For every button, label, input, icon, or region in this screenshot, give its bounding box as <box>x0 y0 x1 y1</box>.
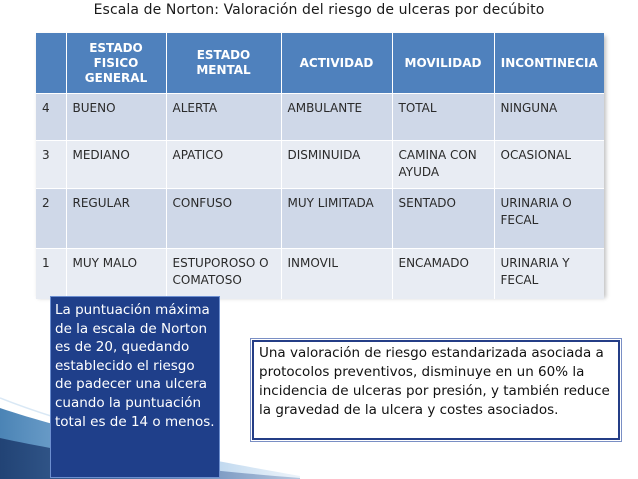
table-row <box>36 94 604 141</box>
table-header-row <box>36 33 604 94</box>
header-actividad: ACTIVIDAD <box>281 33 392 94</box>
cell-estado-mental: APATICO <box>166 141 281 189</box>
cell-incontinencia: OCASIONAL <box>494 141 604 189</box>
cell-movilidad: TOTAL <box>392 94 494 141</box>
header-estado-mental: ESTADO MENTAL <box>166 33 281 94</box>
cell-estado-mental: CONFUSO <box>166 189 281 249</box>
header-estado-fisico: ESTADO FISICO GENERAL <box>66 33 166 94</box>
cell-score: 4 <box>36 94 66 141</box>
header-movilidad: MOVILIDAD <box>392 33 494 94</box>
cell-estado-mental: ALERTA <box>166 94 281 141</box>
note-prevention-text: Una valoración de riesgo estandarizada asociada a protocolos preventivos, disminuye en un 60% la incidencia de ulceras por presión, y también reduce la gravedad de la ulcera y costes asociados. <box>259 345 610 418</box>
cell-movilidad: CAMINA CON AYUDA <box>392 141 494 189</box>
header-incontinencia: INCONTINECIA <box>494 33 604 94</box>
norton-table-container <box>36 33 604 295</box>
table-row <box>36 189 604 249</box>
table-row <box>36 249 604 299</box>
cell-actividad: INMOVIL <box>281 249 392 299</box>
cell-actividad: AMBULANTE <box>281 94 392 141</box>
cell-score: 2 <box>36 189 66 249</box>
cell-score: 1 <box>36 249 66 299</box>
cell-score: 3 <box>36 141 66 189</box>
norton-scale-table <box>36 33 604 299</box>
note-prevention <box>252 340 620 440</box>
cell-movilidad: SENTADO <box>392 189 494 249</box>
slide-title: Escala de Norton: Valoración del riesgo de ulceras por decúbito <box>93 2 545 18</box>
cell-estado-fisico: MUY MALO <box>66 249 166 299</box>
cell-movilidad: ENCAMADO <box>392 249 494 299</box>
cell-estado-fisico: BUENO <box>66 94 166 141</box>
table-row <box>36 141 604 189</box>
header-score <box>36 33 66 94</box>
cell-incontinencia: URINARIA O FECAL <box>494 189 604 249</box>
note-max-score <box>50 296 220 478</box>
cell-incontinencia: URINARIA Y FECAL <box>494 249 604 299</box>
cell-actividad: DISMINUIDA <box>281 141 392 189</box>
cell-estado-fisico: REGULAR <box>66 189 166 249</box>
note-max-score-text: La puntuación máxima de la escala de Norton es de 20, quedando establecido el riesgo de padecer una ulcera cuando la puntuación total es de 14 o menos. <box>55 302 215 430</box>
cell-incontinencia: NINGUNA <box>494 94 604 141</box>
cell-estado-mental: ESTUPOROSO O COMATOSO <box>166 249 281 299</box>
cell-estado-fisico: MEDIANO <box>66 141 166 189</box>
cell-actividad: MUY LIMITADA <box>281 189 392 249</box>
